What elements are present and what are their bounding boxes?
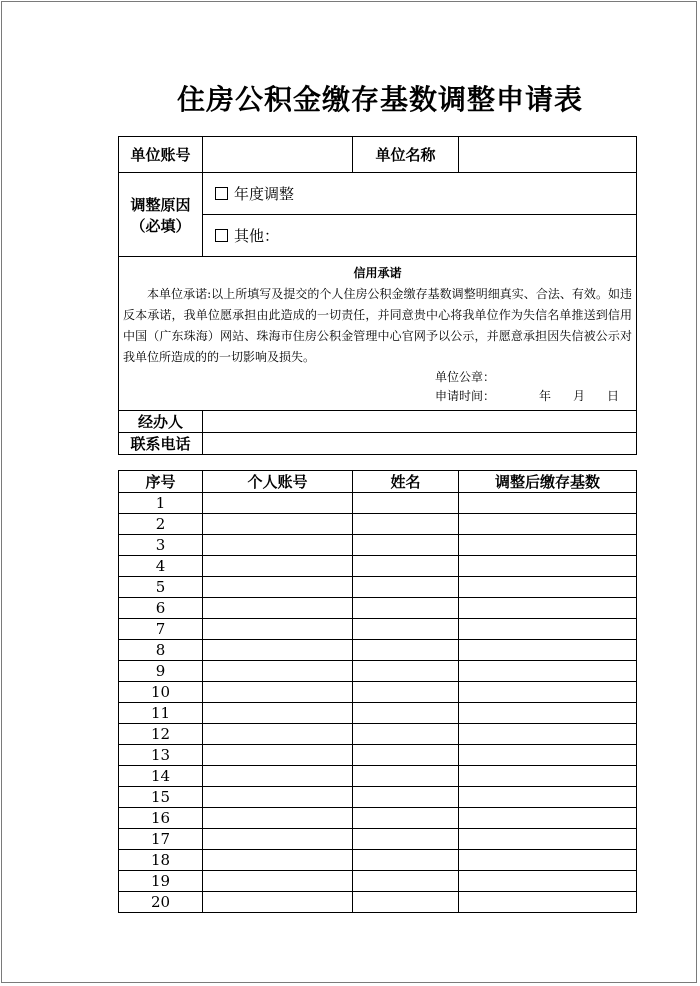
personal-account-cell[interactable] — [203, 556, 353, 577]
personal-account-cell[interactable] — [203, 682, 353, 703]
adjusted-base-cell[interactable] — [459, 535, 637, 556]
reason-label-line2: （必填） — [130, 216, 191, 235]
unit-account-label: 单位账号 — [119, 137, 203, 173]
header-name: 姓名 — [353, 471, 459, 493]
row-index: 17 — [119, 829, 203, 850]
row-index: 15 — [119, 787, 203, 808]
application-form-table — [118, 136, 637, 455]
table-row — [119, 682, 637, 703]
row-index: 10 — [119, 682, 203, 703]
reason-label-line1: 调整原因 — [130, 195, 191, 214]
table-row — [119, 808, 637, 829]
name-cell[interactable] — [353, 619, 459, 640]
adjusted-base-cell[interactable] — [459, 682, 637, 703]
date-line — [435, 387, 632, 406]
adjusted-base-cell[interactable] — [459, 640, 637, 661]
adjusted-base-cell[interactable] — [459, 787, 637, 808]
row-index: 2 — [119, 514, 203, 535]
phone-label: 联系电话 — [119, 433, 203, 455]
list-body — [119, 493, 637, 913]
name-cell[interactable] — [353, 493, 459, 514]
personal-account-cell[interactable] — [203, 787, 353, 808]
adjusted-base-cell[interactable] — [459, 619, 637, 640]
handler-field[interactable] — [203, 411, 637, 433]
personal-account-cell[interactable] — [203, 829, 353, 850]
adjusted-base-cell[interactable] — [459, 577, 637, 598]
row-index: 11 — [119, 703, 203, 724]
row-index: 8 — [119, 640, 203, 661]
unit-name-label: 单位名称 — [353, 137, 459, 173]
credit-promise-title: 信用承诺 — [353, 266, 402, 280]
header-personal-account: 个人账号 — [203, 471, 353, 493]
phone-field[interactable] — [203, 433, 637, 455]
personal-account-cell[interactable] — [203, 871, 353, 892]
date-year: 年 — [539, 389, 552, 403]
adjusted-base-cell[interactable] — [459, 514, 637, 535]
credit-promise-section — [119, 257, 637, 411]
credit-promise-text: 本单位承诺:以上所填写及提交的个人住房公积金缴存基数调整明细真实、合法、有效。如违反本承诺，我单位愿承担由此造成的一切责任，并同意贵中心将我单位作为失信名单推送到信用中国（广东珠海）网站、珠海市住房公积金管理中心官网予以公示，并愿意承担因失信被公示对我单位所造成的的一切影响及损失。 — [123, 287, 632, 364]
name-cell[interactable] — [353, 703, 459, 724]
name-cell[interactable] — [353, 598, 459, 619]
personal-account-cell[interactable] — [203, 598, 353, 619]
checkbox-other[interactable] — [215, 229, 228, 242]
adjusted-base-cell[interactable] — [459, 808, 637, 829]
checkbox-annual[interactable] — [215, 187, 228, 200]
table-row — [119, 556, 637, 577]
row-index: 18 — [119, 850, 203, 871]
name-cell[interactable] — [353, 724, 459, 745]
table-row — [119, 598, 637, 619]
row-index: 13 — [119, 745, 203, 766]
personal-account-cell[interactable] — [203, 577, 353, 598]
date-month: 月 — [573, 389, 586, 403]
adjusted-base-cell[interactable] — [459, 829, 637, 850]
personal-account-cell[interactable] — [203, 724, 353, 745]
personal-account-cell[interactable] — [203, 661, 353, 682]
personal-account-cell[interactable] — [203, 514, 353, 535]
personal-account-cell[interactable] — [203, 703, 353, 724]
name-cell[interactable] — [353, 745, 459, 766]
personal-account-cell[interactable] — [203, 850, 353, 871]
adjusted-base-cell[interactable] — [459, 871, 637, 892]
table-row — [119, 493, 637, 514]
row-index: 19 — [119, 871, 203, 892]
adjusted-base-cell[interactable] — [459, 766, 637, 787]
table-row — [119, 892, 637, 913]
table-row — [119, 745, 637, 766]
seal-line — [435, 368, 632, 387]
row-index: 5 — [119, 577, 203, 598]
seal-label: 单位公章： — [435, 370, 496, 384]
name-cell[interactable] — [353, 850, 459, 871]
adjusted-base-cell[interactable] — [459, 661, 637, 682]
handler-label: 经办人 — [119, 411, 203, 433]
row-index: 9 — [119, 661, 203, 682]
name-cell[interactable] — [353, 766, 459, 787]
adjusted-base-cell[interactable] — [459, 703, 637, 724]
adjusted-base-cell[interactable] — [459, 556, 637, 577]
adjusted-base-cell[interactable] — [459, 892, 637, 913]
name-cell[interactable] — [353, 661, 459, 682]
personal-account-cell[interactable] — [203, 745, 353, 766]
table-row — [119, 871, 637, 892]
table-row — [119, 787, 637, 808]
name-cell[interactable] — [353, 577, 459, 598]
personal-account-cell[interactable] — [203, 619, 353, 640]
table-row — [119, 514, 637, 535]
option-annual-adjustment[interactable] — [203, 173, 637, 215]
header-index: 序号 — [119, 471, 203, 493]
table-row — [119, 619, 637, 640]
personal-account-cell[interactable] — [203, 640, 353, 661]
option-annual-label: 年度调整 — [234, 185, 295, 203]
date-label: 申请时间： — [435, 389, 496, 403]
page-title: 住房公积金缴存基数调整申请表 — [176, 83, 583, 116]
table-row — [119, 850, 637, 871]
unit-name-field[interactable] — [459, 137, 637, 173]
table-row — [119, 829, 637, 850]
reason-label — [119, 173, 203, 257]
row-index: 4 — [119, 556, 203, 577]
row-index: 6 — [119, 598, 203, 619]
name-cell[interactable] — [353, 682, 459, 703]
header-adjusted-base: 调整后缴存基数 — [459, 471, 637, 493]
table-row — [119, 535, 637, 556]
personal-account-cell[interactable] — [203, 808, 353, 829]
adjustment-list-table — [118, 470, 637, 913]
option-other[interactable] — [203, 215, 637, 257]
row-index: 12 — [119, 724, 203, 745]
row-index: 20 — [119, 892, 203, 913]
name-cell[interactable] — [353, 514, 459, 535]
adjusted-base-cell[interactable] — [459, 724, 637, 745]
adjusted-base-cell[interactable] — [459, 850, 637, 871]
unit-account-field[interactable] — [203, 137, 353, 173]
personal-account-cell[interactable] — [203, 493, 353, 514]
option-other-label: 其他： — [234, 227, 280, 245]
name-cell[interactable] — [353, 787, 459, 808]
row-index: 7 — [119, 619, 203, 640]
name-cell[interactable] — [353, 829, 459, 850]
row-index: 1 — [119, 493, 203, 514]
table-row — [119, 766, 637, 787]
row-index: 14 — [119, 766, 203, 787]
table-row — [119, 640, 637, 661]
name-cell[interactable] — [353, 808, 459, 829]
adjusted-base-cell[interactable] — [459, 745, 637, 766]
table-row — [119, 703, 637, 724]
name-cell[interactable] — [353, 640, 459, 661]
adjusted-base-cell[interactable] — [459, 493, 637, 514]
table-row — [119, 577, 637, 598]
table-row — [119, 724, 637, 745]
name-cell[interactable] — [353, 871, 459, 892]
table-row — [119, 661, 637, 682]
row-index: 3 — [119, 535, 203, 556]
date-day: 日 — [607, 389, 620, 403]
adjusted-base-cell[interactable] — [459, 598, 637, 619]
row-index: 16 — [119, 808, 203, 829]
name-cell[interactable] — [353, 892, 459, 913]
personal-account-cell[interactable] — [203, 892, 353, 913]
personal-account-cell[interactable] — [203, 766, 353, 787]
name-cell[interactable] — [353, 556, 459, 577]
name-cell[interactable] — [353, 535, 459, 556]
personal-account-cell[interactable] — [203, 535, 353, 556]
